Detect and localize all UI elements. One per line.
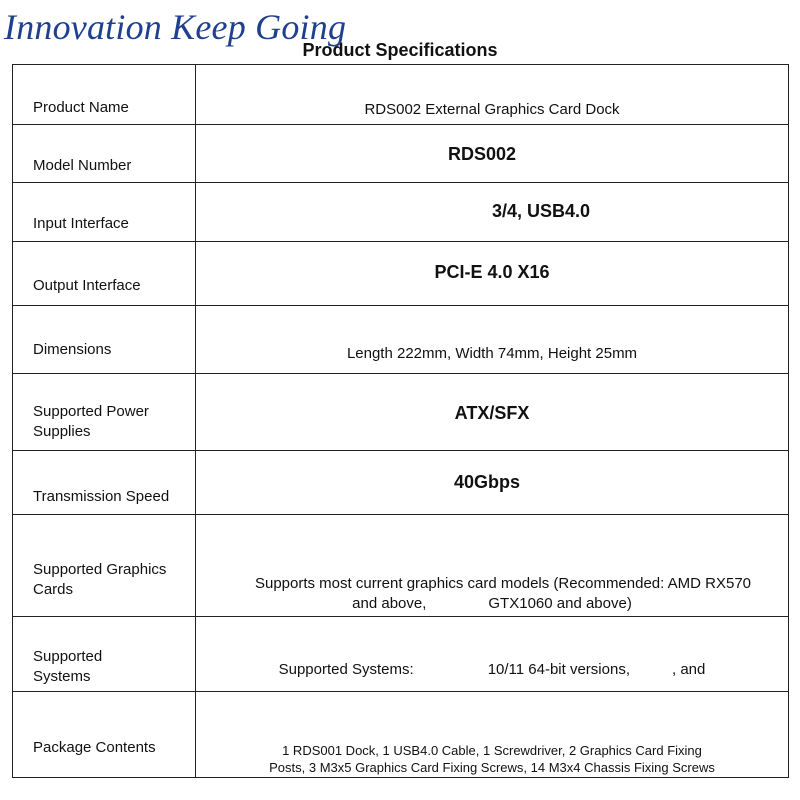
row-label: Output Interface (33, 277, 141, 294)
row-label-line2: Systems (33, 668, 91, 685)
row-value: Length 222mm, Width 74mm, Height 25mm (346, 345, 638, 362)
watermark-text: Innovation Keep Going (4, 7, 347, 47)
row-value-cell (196, 617, 789, 692)
table-row (13, 451, 789, 515)
row-value-c: , and (672, 661, 706, 678)
row-value-cell (196, 242, 789, 306)
row-value-line2-b: GTX1060 and above) (488, 595, 632, 612)
row-value: RDS002 External Graphics Card Dock (364, 101, 620, 118)
row-value-line1: Supports most current graphics card models (Recommended: AMD RX570 (254, 575, 752, 592)
row-label-line1: Supported Graphics (33, 561, 167, 578)
table-row (13, 183, 789, 242)
row-label-cell (13, 451, 196, 515)
row-label: Transmission Speed (33, 488, 170, 505)
row-label-cell (13, 306, 196, 374)
table-row (13, 125, 789, 183)
row-value-cell (196, 183, 789, 242)
row-label: Input Interface (33, 215, 129, 232)
row-label-cell (13, 692, 196, 778)
row-value-cell (196, 692, 789, 778)
table-row (13, 617, 789, 692)
row-value (196, 660, 788, 679)
table-row (13, 65, 789, 125)
row-value-cell (196, 306, 789, 374)
row-label-cell (13, 242, 196, 306)
table-row (13, 374, 789, 451)
row-value-cell (196, 125, 789, 183)
row-label-cell (13, 183, 196, 242)
row-value-line2: Posts, 3 M3x5 Graphics Card Fixing Screws, 14 M3x4 Chassis Fixing Screws (269, 760, 715, 775)
spec-table (12, 64, 789, 778)
row-value: 40Gbps (453, 472, 521, 492)
row-value: 3/4, USB4.0 (491, 201, 591, 221)
row-label: Package Contents (33, 739, 156, 756)
row-label: Product Name (33, 99, 129, 116)
row-label-cell (13, 617, 196, 692)
row-label-line2: Supplies (33, 423, 91, 440)
row-value-line2 (196, 594, 788, 613)
row-label: Model Number (33, 157, 132, 174)
row-label-cell (13, 515, 196, 617)
row-value-cell (196, 451, 789, 515)
table-row (13, 242, 789, 306)
row-value: ATX/SFX (454, 403, 530, 423)
table-row (13, 515, 789, 617)
row-label-line2: Cards (33, 581, 74, 598)
row-value-cell (196, 65, 789, 125)
row-label-line1: Supported Power (33, 403, 149, 420)
row-value-cell (196, 515, 789, 617)
row-value-line2-a: and above, (352, 595, 427, 612)
row-label: Dimensions (33, 341, 112, 358)
row-label-cell (13, 125, 196, 183)
row-value-cell (196, 374, 789, 451)
row-value-b: 10/11 64-bit versions, (487, 661, 630, 678)
row-label-cell (13, 65, 196, 125)
row-label-line1: Supported (33, 648, 103, 665)
row-value-line1: 1 RDS001 Dock, 1 USB4.0 Cable, 1 Screwdriver, 2 Graphics Card Fixing (282, 743, 702, 758)
table-row (13, 692, 789, 778)
page-title: Product Specifications (302, 40, 498, 60)
row-label-cell (13, 374, 196, 451)
row-value-a: Supported Systems: (278, 661, 414, 678)
row-value: RDS002 (447, 144, 517, 164)
table-row (13, 306, 789, 374)
row-value: PCI-E 4.0 X16 (434, 262, 550, 282)
